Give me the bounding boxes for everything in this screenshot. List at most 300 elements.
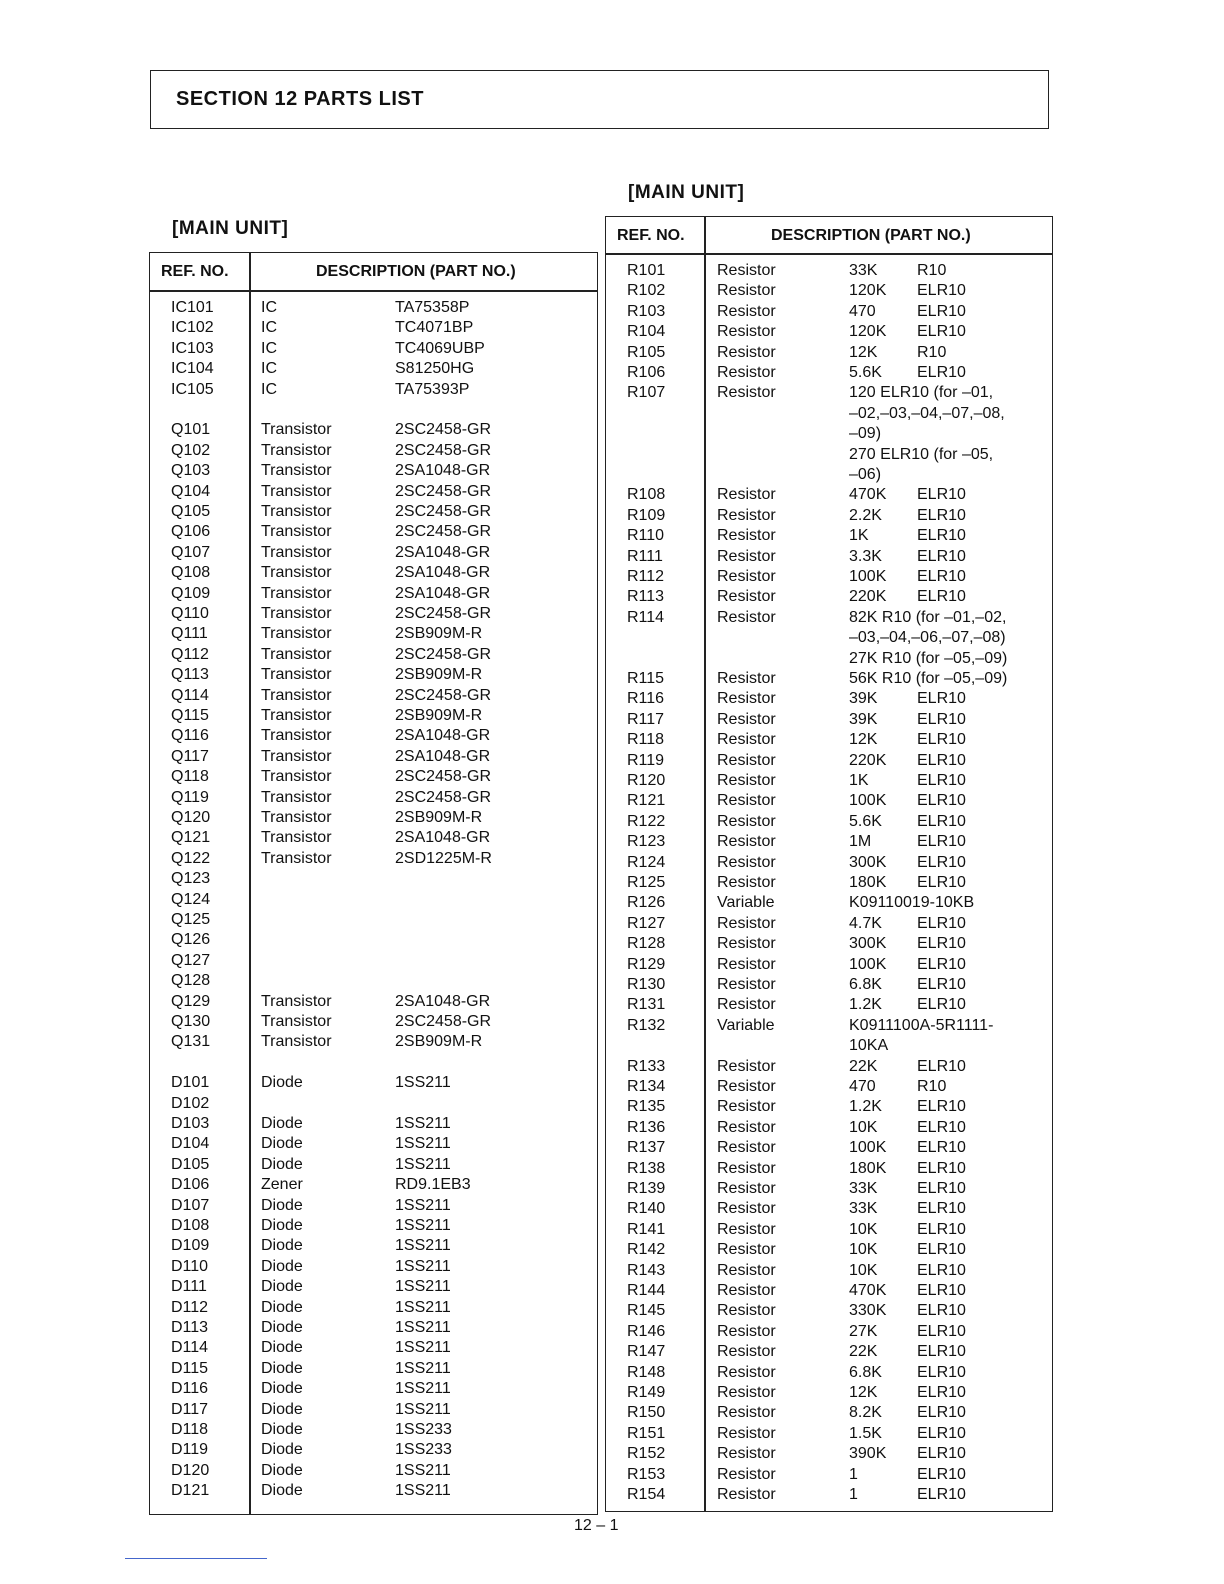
value: 6.8K [849,1363,882,1381]
part-no: ELR10 [917,710,966,728]
description: IC [261,380,277,398]
ref-no: Q118 [171,768,209,786]
part-no: ELR10 [917,976,966,993]
part-no: ELR10 [917,527,966,545]
description: Variable [717,1016,775,1034]
ref-no: R120 [627,772,666,789]
part-no: 1SS211 [395,1482,451,1500]
ref-no: R122 [627,812,666,830]
part-no: 1SS211 [395,1257,451,1275]
part-no: ELR10 [917,935,966,953]
part-no: TA75393P [395,380,470,398]
description: IC [261,319,277,337]
ref-no: R124 [627,853,666,871]
part-no: ELR10 [917,1404,966,1422]
part-no: 2SC2458-GR [395,441,492,459]
value: 1.2K [849,1098,882,1116]
description: Resistor [717,1404,776,1422]
ref-no: R132 [627,1016,666,1034]
part-no: 2SB909M-R [395,707,483,724]
description: Resistor [717,751,776,769]
description: Transistor [261,707,332,724]
value: 180K [849,874,887,891]
description: Transistor [261,788,332,806]
ref-no: Q123 [171,870,211,888]
value: K0911100A-5R1111- [849,1016,994,1034]
description: Transistor [261,829,332,847]
ref-no: R154 [627,1486,666,1503]
ref-no: Q102 [171,441,211,459]
ref-no: R130 [627,976,666,993]
part-no: 1SS211 [395,1217,451,1234]
description: Transistor [261,605,332,622]
description: Resistor [717,914,776,932]
part-no: 1SS211 [395,1155,451,1173]
part-no: 2SC2458-GR [395,686,492,704]
ref-no: D105 [171,1155,210,1173]
description: Resistor [717,690,776,708]
part-no: 2SC2458-GR [395,788,492,806]
ref-no: Q119 [171,788,209,806]
description: Resistor [717,935,776,953]
ref-no: IC105 [171,380,214,398]
ref-no: D109 [171,1237,210,1255]
description: IC [261,360,277,378]
ref-no: Q103 [171,462,211,480]
description: Resistor [717,731,776,749]
description: Transistor [261,462,332,480]
description: Diode [261,1339,303,1357]
part-no: 2SD1225M-R [395,849,492,867]
ref-no: Q116 [171,727,209,745]
part-no: 1SS211 [395,1278,451,1296]
description: Transistor [261,666,332,684]
description: Resistor [717,1302,776,1320]
value: 10K [849,1118,878,1136]
value: 12K [849,343,878,361]
part-no: 2SC2458-GR [395,523,492,541]
value: 120 ELR10 (for –01, [849,384,994,402]
part-no: ELR10 [917,792,966,810]
ref-no: R139 [627,1180,666,1197]
part-no: ELR10 [917,1261,966,1279]
value: 10K [849,1220,878,1238]
ref-no: R104 [627,323,666,341]
description: IC [261,299,277,316]
part-no: ELR10 [917,1486,966,1503]
value: 2.2K [849,506,882,524]
part-no: 1SS211 [395,1074,451,1092]
part-no: 1SS211 [395,1237,451,1255]
value: 180K [849,1159,887,1177]
part-no: R10 [917,262,947,279]
ref-no: Q124 [171,890,211,908]
part-no: TC4069UBP [395,339,485,357]
right-header-ref: REF. NO. [617,227,685,244]
ref-no: R102 [627,282,666,300]
ref-no: D112 [171,1298,209,1316]
ref-no: Q113 [171,666,209,684]
description: Resistor [717,1098,776,1116]
description: Transistor [261,992,332,1010]
value: 100K [849,792,887,810]
value: 33K [849,262,878,279]
description: Resistor [717,792,776,810]
ref-no: R142 [627,1241,666,1259]
description: Resistor [717,874,776,891]
ref-no: IC104 [171,360,214,378]
part-no: ELR10 [917,955,966,973]
ref-no: Q120 [171,809,211,826]
part-no: 1SS211 [395,1461,451,1479]
ref-no: R114 [627,608,665,626]
ref-no: D107 [171,1196,210,1214]
value: 56K R10 (for –05,–09) [849,670,1008,687]
part-no: ELR10 [917,996,966,1014]
ref-no: R153 [627,1465,666,1483]
ref-no: Q112 [171,645,209,663]
value: 470 [849,1078,876,1095]
description: Resistor [717,976,776,993]
description: Transistor [261,441,332,459]
description: Resistor [717,384,776,402]
ref-no: R146 [627,1322,666,1340]
description: Transistor [261,849,332,867]
ref-no: D117 [171,1400,209,1418]
value: 470 [849,302,876,320]
part-no: 2SA1048-GR [395,727,491,745]
part-no: ELR10 [917,1057,966,1075]
description: Resistor [717,812,776,830]
description: Resistor [717,710,776,728]
part-no: ELR10 [917,1424,966,1442]
ref-no: R106 [627,364,666,381]
ref-no: R152 [627,1445,666,1463]
ref-no: D110 [171,1257,209,1275]
value: 1K [849,772,869,789]
ref-no: Q117 [171,747,209,765]
description: Resistor [717,1363,776,1381]
value: 1 [849,1486,858,1503]
ref-no: R144 [627,1282,666,1299]
description: Resistor [717,323,776,341]
value: 3.3K [849,547,882,565]
description: Diode [261,1298,303,1316]
left-unit-label: [MAIN UNIT] [172,218,289,239]
description: Transistor [261,747,332,765]
description: Resistor [717,364,776,381]
value: 1M [849,833,872,851]
ref-no: R129 [627,955,666,973]
value: 1K [849,527,869,545]
description: Diode [261,1461,303,1479]
part-no: S81250HG [395,360,475,378]
part-no: ELR10 [917,690,966,708]
ref-no: R103 [627,302,666,320]
part-no: ELR10 [917,1322,966,1340]
description: Resistor [717,486,776,504]
part-no: ELR10 [917,1220,966,1238]
ref-no: R110 [627,527,665,545]
ref-no: IC102 [171,319,214,337]
part-no: 1SS233 [395,1441,452,1459]
part-no: ELR10 [917,1302,966,1320]
left-header-desc: DESCRIPTION (PART NO.) [316,263,516,280]
description: Resistor [717,1384,776,1401]
part-no: 2SA1048-GR [395,462,491,480]
value: –06) [849,466,882,483]
part-no: ELR10 [917,302,966,320]
description: Transistor [261,584,332,602]
ref-no: R131 [627,996,666,1014]
part-no: R10 [917,343,947,361]
part-no: ELR10 [917,588,966,606]
ref-no: R136 [627,1118,666,1136]
ref-no: R108 [627,486,666,504]
ref-no: D113 [171,1319,209,1336]
description: Resistor [717,1220,776,1238]
part-no: ELR10 [917,914,966,932]
value: 33K [849,1200,878,1218]
description: Resistor [717,1282,776,1299]
ref-no: D108 [171,1217,210,1234]
ref-no: Q107 [171,543,211,561]
part-no: ELR10 [917,853,966,871]
value: 12K [849,731,878,749]
part-no: 1SS211 [395,1298,451,1316]
right-header-desc: DESCRIPTION (PART NO.) [771,227,971,244]
value: 5.6K [849,812,882,830]
ref-no: D111 [171,1278,207,1296]
description: Resistor [717,1139,776,1157]
value: 10KA [849,1037,889,1055]
value: 100K [849,1139,887,1157]
part-no: 2SC2458-GR [395,645,492,663]
part-no: ELR10 [917,1139,966,1157]
ref-no: R118 [627,731,665,749]
part-no: 2SA1048-GR [395,564,491,582]
value: –03,–04,–06,–07,–08) [849,629,1006,647]
part-no: TC4071BP [395,319,474,337]
value: 270 ELR10 (for –05, [849,445,994,463]
ref-no: D116 [171,1380,209,1398]
ref-no: D118 [171,1421,209,1438]
description: Diode [261,1074,303,1092]
description: Resistor [717,833,776,851]
ref-no: R112 [627,568,665,585]
description: Resistor [717,262,776,279]
value: 1 [849,1465,858,1483]
description: Diode [261,1196,303,1214]
part-no: 2SB909M-R [395,809,483,826]
part-no: 1SS211 [395,1196,451,1214]
part-no: TA75358P [395,299,470,316]
description: Transistor [261,686,332,704]
section-title: SECTION 12 PARTS LIST [176,88,424,110]
ref-no: Q130 [171,1013,211,1030]
ref-no: D102 [171,1094,210,1112]
ref-no: R147 [627,1343,666,1361]
left-header-ref: REF. NO. [161,263,229,280]
description: Diode [261,1217,303,1234]
description: Diode [261,1237,303,1255]
part-no: 2SA1048-GR [395,584,491,602]
description: Resistor [717,1424,776,1442]
description: Resistor [717,1180,776,1197]
ref-no: R137 [627,1139,666,1157]
part-no: 2SA1048-GR [395,992,491,1010]
value: –09) [849,425,882,443]
ref-no: R140 [627,1200,666,1218]
description: Transistor [261,482,332,500]
description: Diode [261,1155,303,1173]
description: Zener [261,1176,303,1194]
part-no: RD9.1EB3 [395,1176,471,1194]
value: 12K [849,1384,878,1401]
value: –02,–03,–04,–07,–08, [849,404,1005,422]
part-no: ELR10 [917,751,966,769]
description: Transistor [261,727,332,745]
value: 470K [849,1282,887,1299]
part-no: 1SS211 [395,1319,451,1336]
description: Resistor [717,568,776,585]
ref-no: D106 [171,1176,210,1194]
value: 6.8K [849,976,882,993]
value: 8.2K [849,1404,882,1422]
ref-no: Q108 [171,564,211,582]
part-no: 1SS211 [395,1115,451,1132]
description: Resistor [717,1465,776,1483]
description: Resistor [717,1057,776,1075]
description: Diode [261,1421,303,1438]
left-column-divider [249,252,251,1514]
description: Transistor [261,1033,332,1051]
description: Diode [261,1482,303,1500]
description: Resistor [717,302,776,320]
description: Transistor [261,564,332,582]
ref-no: R119 [627,751,665,769]
description: Transistor [261,809,332,826]
value: 100K [849,568,887,585]
footer-rule [125,1558,267,1559]
ref-no: R149 [627,1384,666,1401]
value: 220K [849,751,887,769]
value: 1.5K [849,1424,882,1442]
right-header-divider [605,253,1053,255]
value: 100K [849,955,887,973]
ref-no: Q128 [171,972,211,990]
part-no: ELR10 [917,812,966,830]
ref-no: Q125 [171,911,211,928]
ref-no: R121 [627,792,666,810]
ref-no: Q115 [171,707,209,724]
description: Diode [261,1257,303,1275]
ref-no: R128 [627,935,666,953]
description: Resistor [717,506,776,524]
description: Resistor [717,547,776,565]
part-no: ELR10 [917,1098,966,1116]
part-no: 2SA1048-GR [395,543,491,561]
ref-no: R138 [627,1159,666,1177]
description: Resistor [717,282,776,300]
ref-no: R127 [627,914,666,932]
description: Resistor [717,670,776,687]
value: 120K [849,282,887,300]
ref-no: R133 [627,1057,666,1075]
description: Resistor [717,1159,776,1177]
ref-no: R150 [627,1404,666,1422]
ref-no: Q121 [171,829,211,847]
ref-no: Q105 [171,503,211,520]
description: Resistor [717,955,776,973]
ref-no: Q114 [171,686,209,704]
description: Resistor [717,1486,776,1503]
part-no: ELR10 [917,364,966,381]
description: Resistor [717,996,776,1014]
part-no: 1SS211 [395,1380,451,1398]
description: Diode [261,1400,303,1418]
ref-no: Q110 [171,605,209,622]
description: Variable [717,894,775,912]
value: 82K R10 (for –01,–02, [849,608,1007,626]
value: 27K [849,1322,878,1340]
description: Resistor [717,1241,776,1259]
ref-no: R107 [627,384,666,402]
description: Diode [261,1115,303,1132]
description: Diode [261,1359,303,1377]
part-no: 2SC2458-GR [395,482,492,500]
ref-no: R125 [627,874,666,891]
part-no: ELR10 [917,506,966,524]
part-no: ELR10 [917,1159,966,1177]
value: K09110019-10KB [849,894,975,912]
description: IC [261,339,277,357]
description: Diode [261,1319,303,1336]
value: 390K [849,1445,887,1463]
ref-no: Q101 [171,421,211,439]
description: Resistor [717,1078,776,1095]
part-no: ELR10 [917,1180,966,1197]
part-no: ELR10 [917,568,966,585]
part-no: ELR10 [917,486,966,504]
part-no: ELR10 [917,547,966,565]
ref-no: D114 [171,1339,209,1357]
part-no: ELR10 [917,833,966,851]
ref-no: D119 [171,1441,209,1459]
part-no: 2SC2458-GR [395,605,492,622]
description: Transistor [261,543,332,561]
ref-no: R134 [627,1078,666,1095]
description: Transistor [261,1013,332,1030]
description: Transistor [261,768,332,786]
part-no: 1SS211 [395,1400,451,1418]
part-no: ELR10 [917,1241,966,1259]
description: Transistor [261,523,332,541]
ref-no: Q122 [171,849,211,867]
part-no: ELR10 [917,1118,966,1136]
description: Diode [261,1278,303,1296]
part-no: ELR10 [917,1445,966,1463]
description: Resistor [717,608,776,626]
value: 300K [849,853,887,871]
part-no: ELR10 [917,1343,966,1361]
description: Resistor [717,343,776,361]
ref-no: R111 [627,547,663,565]
ref-no: R141 [627,1220,666,1238]
part-no: ELR10 [917,1282,966,1299]
value: 120K [849,323,887,341]
part-no: ELR10 [917,282,966,300]
